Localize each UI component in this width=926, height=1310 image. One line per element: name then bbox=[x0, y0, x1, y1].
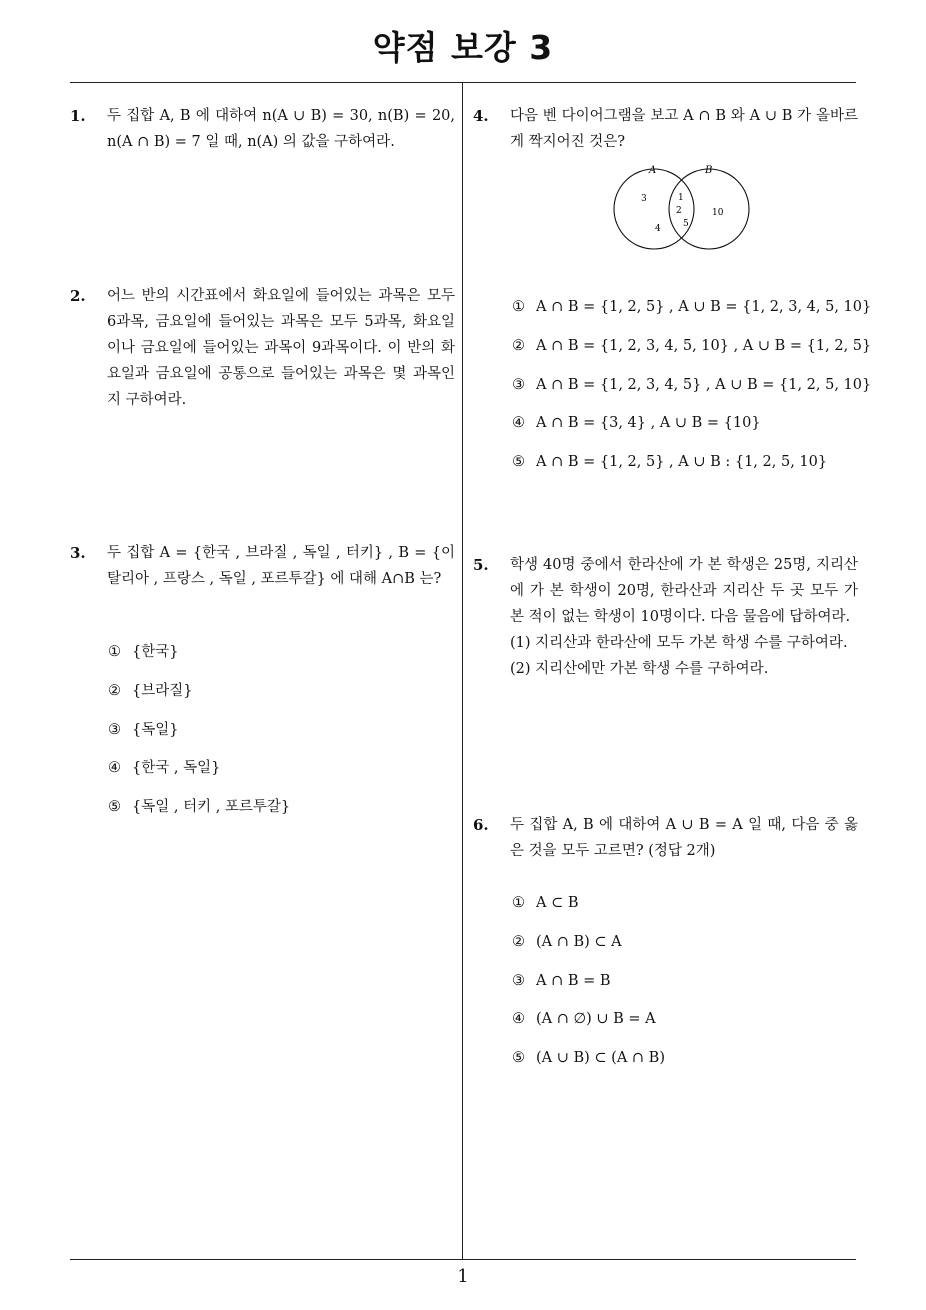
choice-text: {독일} bbox=[132, 721, 179, 738]
question-number: 1. bbox=[70, 107, 86, 125]
choice-mark: ③ bbox=[108, 721, 121, 738]
choice-text: {한국 , 독일} bbox=[132, 760, 221, 777]
sub-question-2: (2) 지리산에만 가본 학생 수를 구하여라. bbox=[510, 661, 769, 677]
question-6-choices bbox=[512, 890, 665, 1084]
choice-mark: ① bbox=[108, 644, 121, 660]
header-rule bbox=[70, 82, 856, 83]
footer-rule bbox=[70, 1259, 856, 1260]
question-text: 두 집합 A, B 에 대하여 n(A ∪ B) = 30, n(B) = 20, n(A ∩ B) = 7 일 때, n(A) 의 값을 구하여라. bbox=[107, 108, 455, 150]
choice-text: A ∩ B = B bbox=[536, 972, 611, 989]
choice-3[interactable] bbox=[108, 717, 290, 756]
choice-text: {브라질} bbox=[132, 682, 193, 699]
venn-value: 3 bbox=[641, 194, 647, 204]
choice-mark: ⑤ bbox=[512, 1050, 525, 1067]
question-5 bbox=[473, 552, 858, 682]
choice-mark: ④ bbox=[108, 760, 121, 777]
venn-circle-a bbox=[614, 169, 694, 249]
question-number: 2. bbox=[70, 287, 86, 305]
page-number: 1 bbox=[457, 1266, 469, 1287]
choice-text: A ∩ B = {1, 2, 5} , A ∪ B = {1, 2, 3, 4, 5, 10} bbox=[536, 299, 872, 315]
question-4-choices bbox=[512, 294, 871, 488]
choice-4[interactable] bbox=[512, 410, 871, 449]
question-text: 학생 40명 중에서 한라산에 가 본 학생은 25명, 지리산에 가 본 학생이 20명, 한라산과 지리산 두 곳 모두 가 본 적이 없는 학생이 10명이다. 다음 물음에 답하여라. bbox=[510, 557, 858, 625]
question-6 bbox=[473, 812, 858, 864]
question-number: 4. bbox=[473, 107, 489, 125]
choice-mark: ② bbox=[512, 337, 525, 354]
page-title: 약점 보강 3 bbox=[372, 28, 554, 67]
question-text: 두 집합 A, B 에 대하여 A ∪ B = A 일 때, 다음 중 옳은 것을 모두 고르면? (정답 2개) bbox=[510, 817, 858, 859]
choice-mark: ⑤ bbox=[108, 799, 121, 816]
choice-text: (A ∪ B) ⊂ (A ∩ B) bbox=[536, 1050, 665, 1067]
question-number: 3. bbox=[70, 544, 86, 562]
choice-mark: ① bbox=[512, 299, 525, 315]
choice-mark: ① bbox=[512, 895, 525, 911]
question-text: 두 집합 A = {한국 , 브라질 , 독일 , 터키} , B = {이탈리아 , 프랑스 , 독일 , 포르투갈} 에 대해 A∩B 는? bbox=[107, 545, 455, 587]
choice-mark: ③ bbox=[512, 376, 525, 393]
choice-3[interactable] bbox=[512, 372, 871, 411]
venn-value: 1 bbox=[678, 193, 684, 203]
choice-text: (A ∩ B) ⊂ A bbox=[536, 933, 622, 950]
choice-2[interactable] bbox=[512, 929, 665, 968]
question-2 bbox=[70, 283, 455, 413]
choice-1[interactable] bbox=[108, 639, 290, 678]
venn-diagram bbox=[610, 160, 756, 255]
choice-text: A ∩ B = {3, 4} , A ∪ B = {10} bbox=[536, 415, 761, 432]
choice-1[interactable] bbox=[512, 294, 871, 333]
choice-text: {독일 , 터키 , 포르투갈} bbox=[132, 799, 291, 816]
choice-text: A ∩ B = {1, 2, 5} , A ∪ B : {1, 2, 5, 10} bbox=[536, 454, 828, 471]
choice-mark: ③ bbox=[512, 972, 525, 989]
question-number: 6. bbox=[473, 816, 489, 834]
choice-4[interactable] bbox=[512, 1006, 665, 1045]
choice-mark: ② bbox=[108, 682, 121, 699]
choice-mark: ② bbox=[512, 933, 525, 950]
question-text: 어느 반의 시간표에서 화요일에 들어있는 과목은 모두 6과목, 금요일에 들어있는 과목은 모두 5과목, 화요일이나 금요일에 들어있는 과목이 9과목이다. 이 반의 화요일과 금요일에 공통으로 들어있는 과목은 몇 과목인지 구하여라. bbox=[107, 288, 455, 408]
question-number: 5. bbox=[473, 556, 489, 574]
choice-5[interactable] bbox=[512, 1045, 665, 1084]
choice-5[interactable] bbox=[108, 794, 290, 833]
venn-label-a: A bbox=[649, 165, 657, 176]
question-3 bbox=[70, 540, 455, 592]
venn-label-b: B bbox=[705, 165, 713, 176]
question-text: 다음 벤 다이어그램을 보고 A ∩ B 와 A ∪ B 가 올바르게 짝지어진 것은? bbox=[510, 108, 858, 150]
choice-text: (A ∩ ∅) ∪ B = A bbox=[536, 1011, 656, 1028]
choice-text: A ⊂ B bbox=[536, 895, 579, 911]
choice-text: {한국} bbox=[132, 644, 179, 660]
venn-value: 5 bbox=[683, 219, 689, 229]
choice-mark: ④ bbox=[512, 1011, 525, 1028]
venn-value: 10 bbox=[712, 208, 724, 218]
question-4 bbox=[473, 103, 858, 155]
choice-mark: ⑤ bbox=[512, 454, 525, 471]
question-3-choices bbox=[108, 639, 290, 833]
choice-1[interactable] bbox=[512, 890, 665, 929]
choice-4[interactable] bbox=[108, 755, 290, 794]
sub-question-1: (1) 지리산과 한라산에 모두 가본 학생 수를 구하여라. bbox=[510, 635, 848, 651]
choice-text: A ∩ B = {1, 2, 3, 4, 5} , A ∪ B = {1, 2, 5, 10} bbox=[536, 376, 872, 393]
choice-5[interactable] bbox=[512, 449, 871, 488]
choice-2[interactable] bbox=[108, 678, 290, 717]
column-divider bbox=[462, 83, 463, 1260]
venn-value: 4 bbox=[655, 224, 661, 234]
question-1 bbox=[70, 103, 455, 155]
choice-mark: ④ bbox=[512, 415, 525, 432]
choice-2[interactable] bbox=[512, 333, 871, 372]
choice-3[interactable] bbox=[512, 968, 665, 1007]
venn-value: 2 bbox=[676, 206, 682, 216]
choice-text: A ∩ B = {1, 2, 3, 4, 5, 10} , A ∪ B = {1, 2, 5} bbox=[536, 337, 872, 354]
